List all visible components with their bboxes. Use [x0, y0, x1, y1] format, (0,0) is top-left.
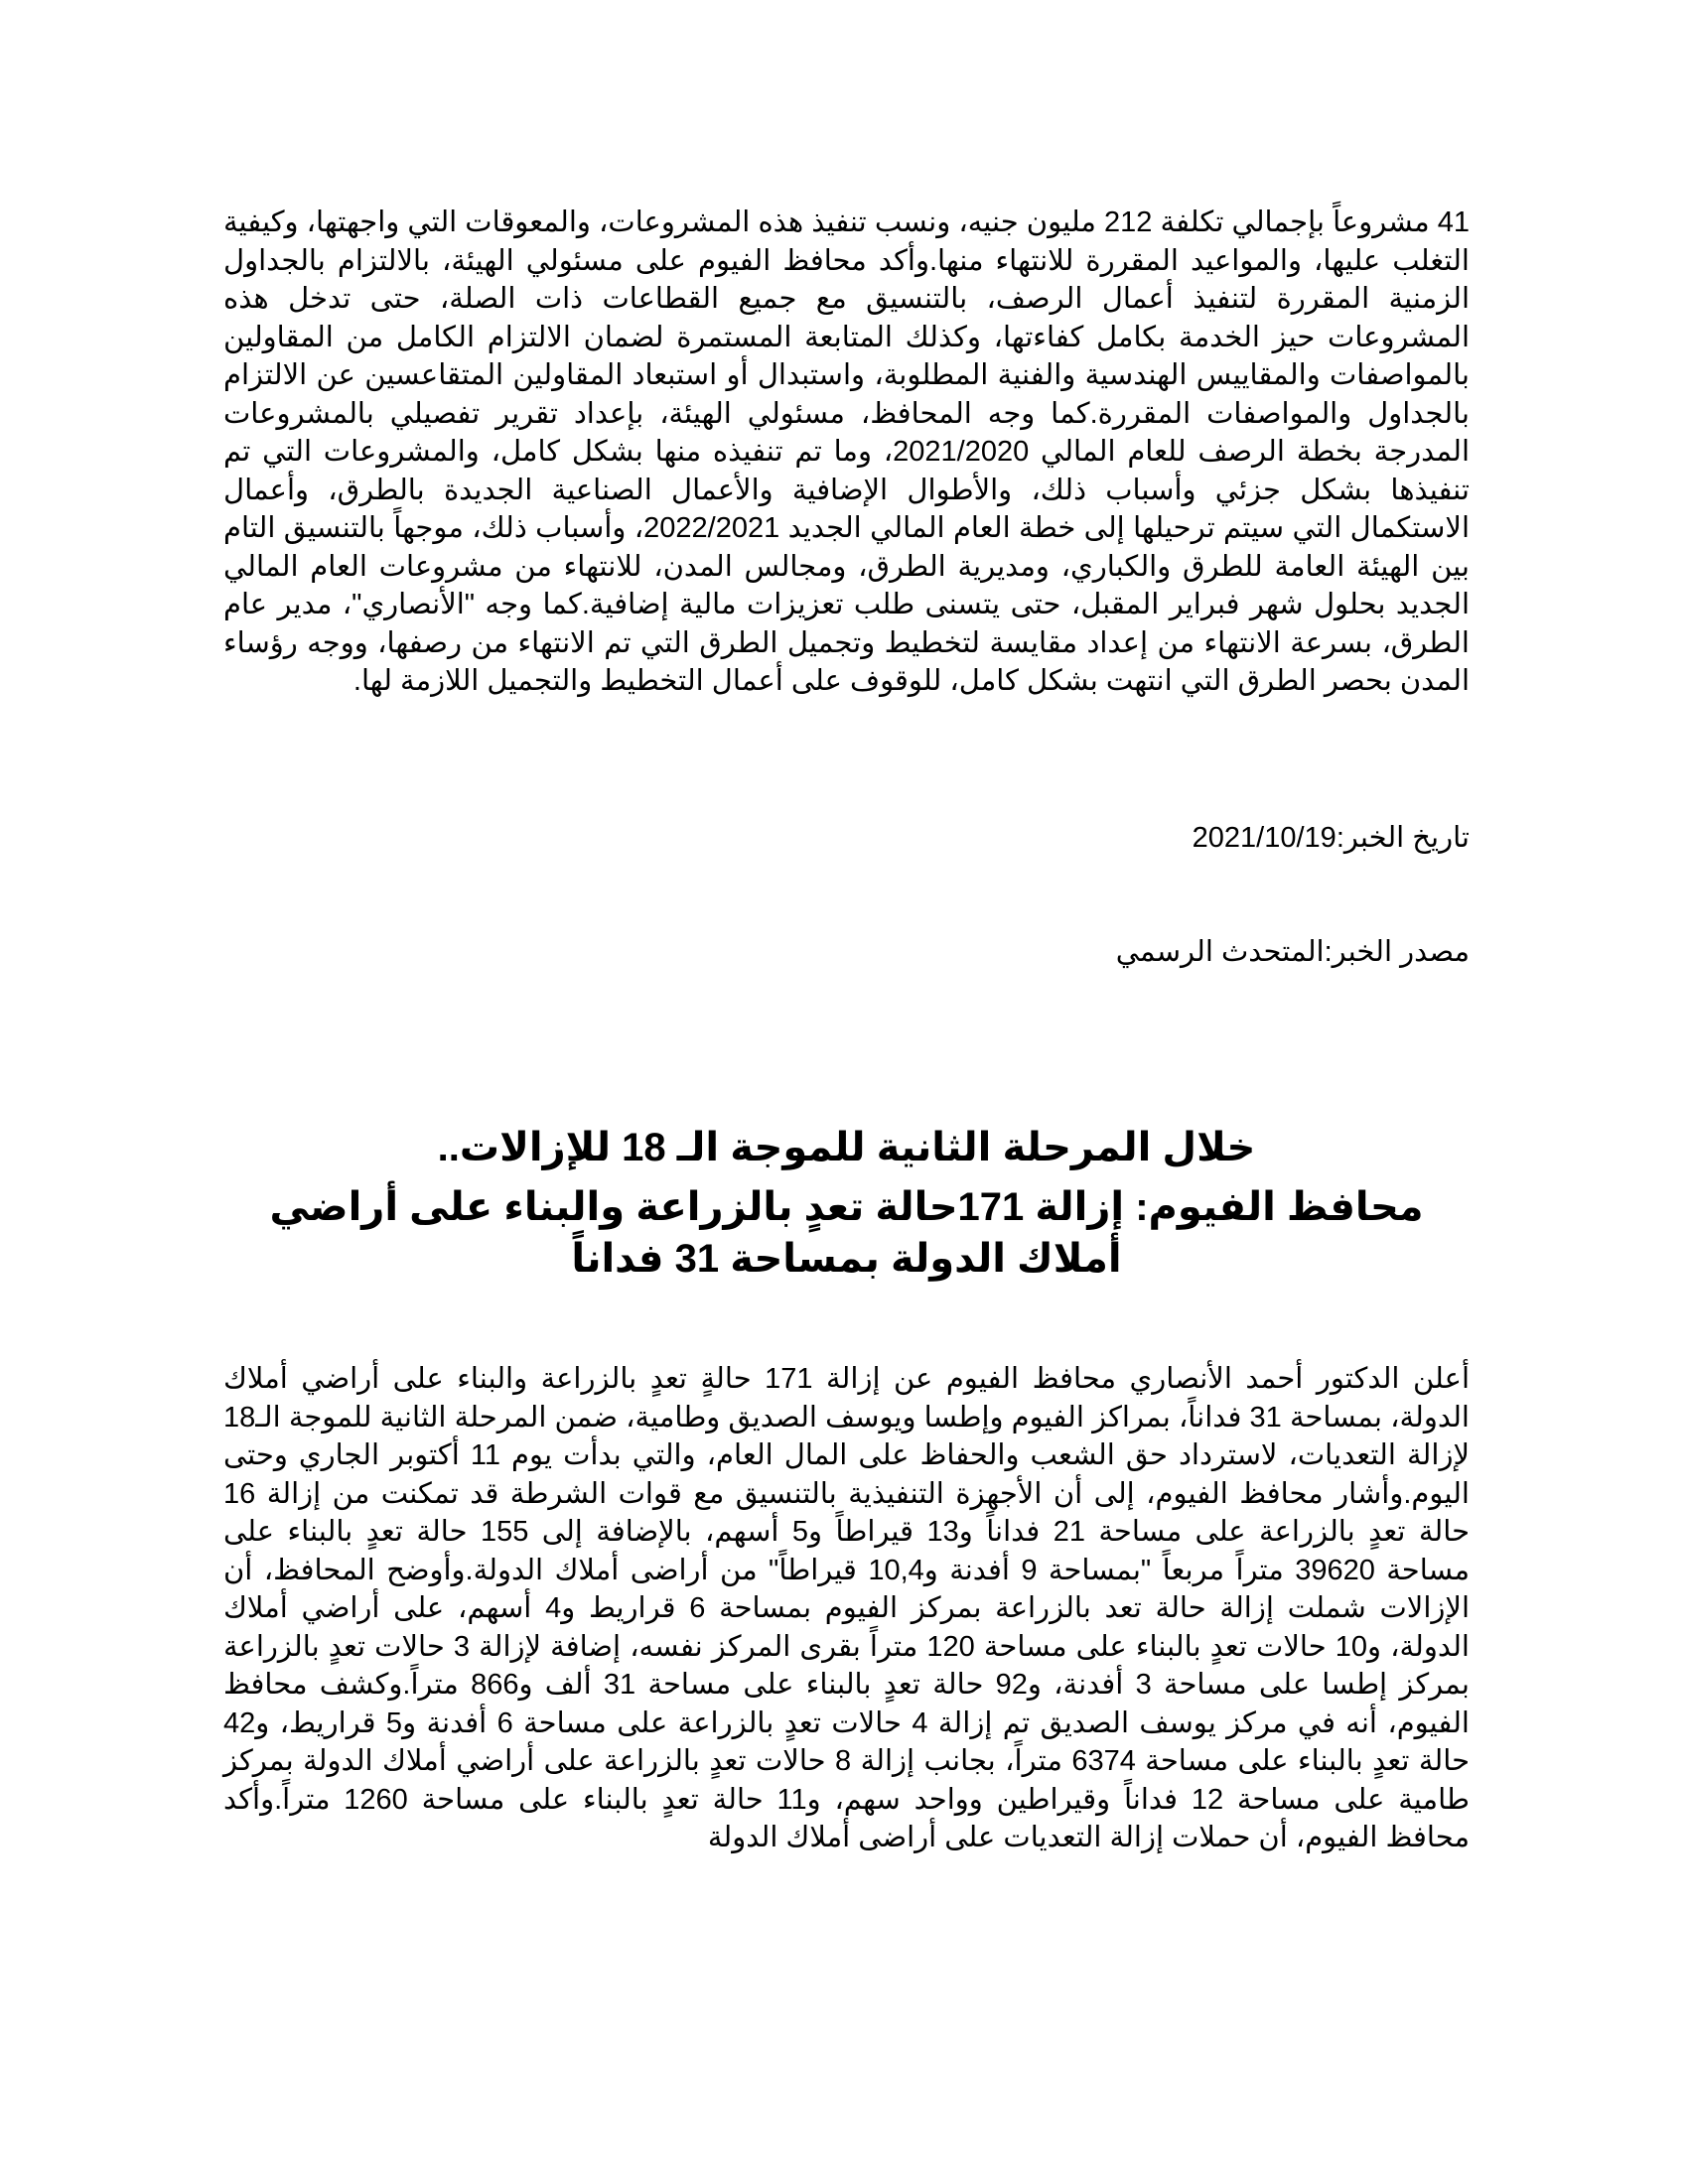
news-date-value: 2021/10/19 [1192, 822, 1336, 854]
article-2-headline-line-1: خلال المرحلة الثانية للموجة الـ 18 للإزالات.. [437, 1126, 1256, 1169]
news-source [1116, 933, 1470, 971]
news-source-label: مصدر الخبر: [1324, 936, 1470, 968]
article-2-body: أعلن الدكتور أحمد الأنصاري محافظ الفيوم عن إزالة 171 حالةٍ تعدٍ بالزراعة والبناء على أراضي أملاك الدولة، بمساحة 31 فداناً، بمراكز الفيوم وإطسا ويوسف الصديق وطامية، ضمن المرحلة الثانية للموجة الـ18 لإزالة التعديات، لاسترداد حق الشعب والحفاظ على المال العام، والتي بدأت يوم 11 أكتوبر الجاري وحتى اليوم.وأشار محافظ الفيوم، إلى أن الأجهزة التنفيذية بالتنسيق مع قوات الشرطة قد تمكنت من إزالة 16 حالة تعدٍ بالزراعة على مساحة 21 فداناً و13 قيراطاً و5 أسهم، بالإضافة إلى 155 حالة تعدٍ بالبناء على مساحة 39620 متراً مربعاً "بمساحة 9 أفدنة و10,4 قيراطاً" من أراضى أملاك الدولة.وأوضح المحافظ، أن الإزالات شملت إزالة حالة تعد بالزراعة بمركز الفيوم بمساحة 6 قراريط و4 أسهم، على أراضي أملاك الدولة، و10 حالات تعدٍ بالبناء على مساحة 120 متراً بقرى المركز نفسه، إضافة لإزالة 3 حالات تعدٍ بالزراعة بمركز إطسا على مساحة 3 أفدنة، و92 حالة تعدٍ بالبناء على مساحة 31 ألف و866 متراً.وكشف محافظ الفيوم، أنه في مركز يوسف الصديق تم إزالة 4 حالات تعدٍ بالزراعة على مساحة 6 أفدنة و5 قراريط، و42 حالة تعدٍ بالبناء على مساحة 6374 متراً، بجانب إزالة 8 حالات تعدٍ بالزراعة على أراضي أملاك الدولة بمركز طامية على مساحة 12 فداناً وقيراطين وواحد سهم، و11 حالة تعدٍ بالبناء على مساحة 1260 متراً.وأكد محافظ الفيوم، أن حملات إزالة التعديات على أراضى أملاك الدولة [223, 1363, 1471, 1853]
news-date [1193, 819, 1470, 857]
news-date-label: تاريخ الخبر: [1336, 822, 1470, 854]
article-1-body: 41 مشروعاً بإجمالي تكلفة 212 مليون جنيه، ونسب تنفيذ هذه المشروعات، والمعوقات التي واجهتها، وكيفية التغلب عليها، والمواعيد المقررة للانتهاء منها.وأكد محافظ الفيوم على مسئولي الهيئة، بالالتزام بالجداول الزمنية المقررة لتنفيذ أعمال الرصف، بالتنسيق مع جميع القطاعات ذات الصلة، حتى تدخل هذه المشروعات حيز الخدمة بكامل كفاءتها، وكذلك المتابعة المستمرة لضمان الالتزام الكامل من المقاولين بالمواصفات والمقاييس الهندسية والفنية المطلوبة، واستبدال أو استبعاد المقاولين المتقاعسين عن الالتزام بالجداول والمواصفات المقررة.كما وجه المحافظ، مسئولي الهيئة، بإعداد تقرير تفصيلي بالمشروعات المدرجة بخطة الرصف للعام المالي 2021/2020، وما تم تنفيذه منها بشكل كامل، والمشروعات التي تم تنفيذها بشكل جزئي وأسباب ذلك، والأطوال الإضافية والأعمال الصناعية الجديدة بالطرق، وأعمال الاستكمال التي سيتم ترحيلها إلى خطة العام المالي الجديد 2022/2021، وأسباب ذلك، موجهاً بالتنسيق التام بين الهيئة العامة للطرق والكباري، ومديرية الطرق، ومجالس المدن، للانتهاء من مشروعات العام المالي الجديد بحلول شهر فبراير المقبل، حتى يتسنى طلب تعزيزات مالية إضافية.كما وجه "الأنصاري"، مدير عام الطرق، بسرعة الانتهاء من إعداد مقايسة لتخطيط وتجميل الطرق التي تم الانتهاء من رصفها، ووجه رؤساء المدن بحصر الطرق التي انتهت بشكل كامل، للوقوف على أعمال التخطيط والتجميل اللازمة لها. [223, 206, 1471, 697]
article-2-headline-line-2: محافظ الفيوم: إزالة 171حالة تعدٍ بالزراعة والبناء على أراضي أملاك الدولة بمساحة 31 فداناً [269, 1185, 1424, 1281]
news-source-value: المتحدث الرسمي [1115, 936, 1325, 968]
